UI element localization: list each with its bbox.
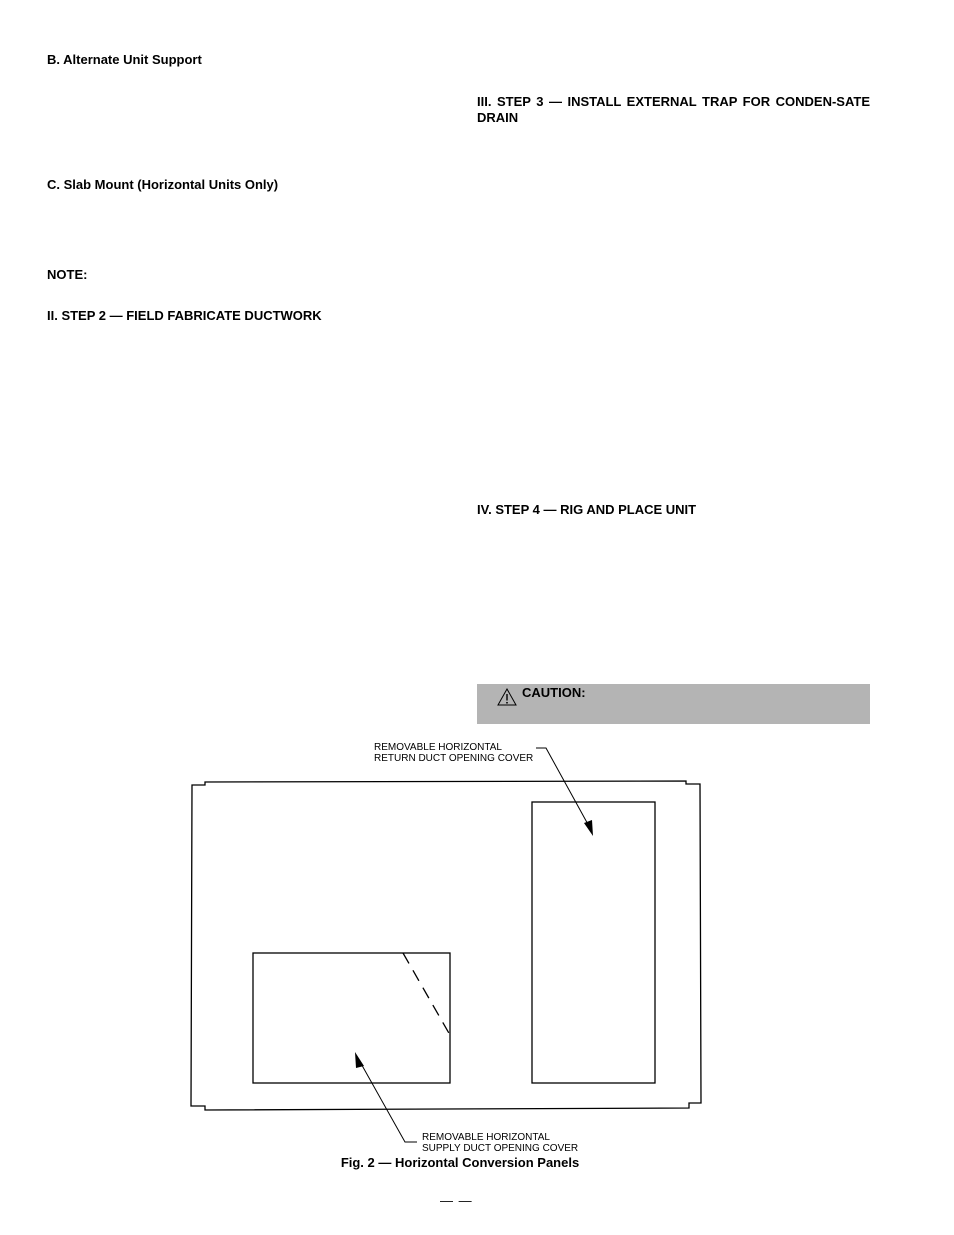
note-label: NOTE: xyxy=(47,267,88,282)
supply-label-line-2: SUPPLY DUCT OPENING COVER xyxy=(422,1143,579,1154)
page-number: — — xyxy=(440,1193,473,1208)
return-duct-cover xyxy=(532,802,655,1083)
heading-step-2: II. STEP 2 — FIELD FABRICATE DUCTWORK xyxy=(47,308,322,323)
supply-arrowhead xyxy=(355,1052,364,1068)
warning-triangle-icon xyxy=(497,688,517,706)
return-cover-label xyxy=(374,742,533,764)
caution-label: CAUTION: xyxy=(522,685,586,700)
return-leader-line xyxy=(536,748,590,828)
heading-step-4: IV. STEP 4 — RIG AND PLACE UNIT xyxy=(477,502,697,517)
heading-step-3: III. STEP 3 — INSTALL EXTERNAL TRAP FOR CONDEN-SATE DRAIN xyxy=(477,94,870,125)
figure-caption: Fig. 2 — Horizontal Conversion Panels xyxy=(340,1155,580,1170)
return-label-line-1: REMOVABLE HORIZONTAL xyxy=(374,742,502,753)
heading-slab-mount: C. Slab Mount (Horizontal Units Only) xyxy=(47,177,279,192)
supply-cover-label xyxy=(422,1132,578,1154)
heading-alternate-unit-support: B. Alternate Unit Support xyxy=(47,52,202,67)
supply-leader-line xyxy=(359,1060,417,1142)
caution-box xyxy=(477,684,870,724)
return-arrowhead xyxy=(584,820,593,836)
panel-outline xyxy=(191,781,701,1110)
supply-label-line-1: REMOVABLE HORIZONTAL xyxy=(422,1132,550,1143)
supply-duct-cover xyxy=(253,953,450,1083)
dashed-fold-line xyxy=(403,953,450,1035)
return-label-line-2: RETURN DUCT OPENING COVER xyxy=(374,753,534,764)
